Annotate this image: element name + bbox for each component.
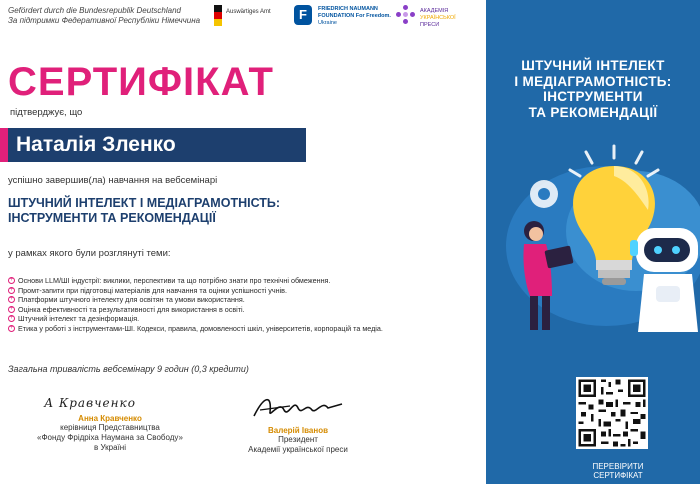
list-item (8, 314, 478, 324)
signature-block-2 (228, 392, 368, 455)
aup-line3: ПРЕСИ (420, 22, 440, 28)
topic-text: Промт-запити при підготовці матеріалів для навчання та оцінки успішності учнів. (18, 285, 287, 295)
side-title-line4: ТА РЕКОМЕНДАЦІЇ (528, 104, 658, 120)
side-title-line2: І МЕДІАГРАМОТНІСТЬ: (514, 73, 672, 89)
webinar-title-line2: ІНСТРУМЕНТИ ТА РЕКОМЕНДАЦІЇ (8, 211, 216, 225)
verify-qr-code[interactable] (576, 377, 648, 449)
verify-line2: СЕРТИФІКАТ (593, 471, 643, 480)
verify-line1: ПЕРЕВІРИТИ (592, 462, 644, 471)
partner-logos (214, 3, 484, 33)
topic-text: Основи LLM/ШІ індустрії: виклики, перспективи та що потрібно знати про технічні обмеження. (18, 276, 331, 285)
fnf-line1: FRIEDRICH NAUMANN (318, 6, 378, 12)
topic-text: Оцінка ефективності та результативності для використання в освіті. (18, 304, 245, 314)
list-item (8, 324, 478, 334)
aup-line2: УКРАЇНСЬКОЇ (420, 15, 456, 21)
german-flag-icon (214, 5, 222, 27)
list-item (8, 295, 478, 305)
plus-circle-icon: + (9, 305, 14, 312)
verify-certificate-link[interactable] (486, 462, 700, 480)
topics-list (8, 276, 478, 334)
signatory-1-position-3: в Україні (93, 443, 126, 452)
certificate-title: СЕРТИФІКАТ (8, 60, 274, 104)
recipient-bar (0, 128, 306, 162)
support-line-ua: За підтримки Федеративної Республіки Німеччина (8, 16, 201, 25)
auswaertiges-amt-text: Auswärtiges Amt (226, 9, 271, 15)
certificate-side-panel (486, 0, 700, 484)
list-item (8, 305, 478, 315)
signatory-2-position-2: Академії української преси (248, 445, 348, 454)
signatory-2-position-1: Президент (278, 435, 318, 444)
signatory-1-position-1: керівниця Представництва (60, 423, 160, 432)
aup-line1: АКАДЕМІЯ (420, 8, 449, 14)
topic-text: Платформи штучного інтелекту для освітян та умови використання. (18, 295, 245, 305)
plus-circle-icon: + (9, 277, 14, 283)
webinar-title (8, 196, 308, 226)
auswaertiges-amt-logo (214, 5, 274, 31)
plus-circle-icon: + (9, 315, 14, 322)
topic-text: Етика у роботі з інструментами-ШІ. Кодекси, правила, домовленості шкіл, університетів, корпорацій та медіа. (18, 323, 383, 333)
webinar-title-line1: ШТУЧНИЙ ІНТЕЛЕКТ І МЕДІАГРАМОТНІСТЬ: (8, 196, 281, 210)
support-note (8, 6, 200, 26)
aup-dots-icon (396, 5, 416, 25)
recipient-name: Наталія Зленко (16, 133, 176, 156)
fnf-line2: FOUNDATION For Freedom. (318, 13, 391, 19)
signatory-1-name: Анна Кравченко (78, 414, 142, 423)
list-item (8, 286, 478, 296)
side-title-line3: ІНСТРУМЕНТИ (543, 89, 643, 104)
side-title (486, 58, 700, 120)
signature-block-1 (20, 396, 200, 453)
fnf-logo (294, 3, 394, 33)
completed-text: успішно завершив(ла) навчання на вебсемінарі (8, 175, 218, 186)
signatory-2-name: Валерій Іванов (267, 426, 329, 435)
topics-intro: у рамках якого були розглянуті теми: (8, 248, 171, 259)
list-item (8, 276, 478, 286)
signature-2-scribble (250, 392, 346, 422)
plus-circle-icon: + (9, 324, 14, 331)
aup-logo-text (420, 8, 456, 29)
signature-1: А Кравченко (44, 396, 136, 410)
support-line-de: Gefördert durch die Bundesrepublik Deutschland (8, 6, 181, 15)
topic-text: Штучний інтелект та дезінформація. (18, 314, 140, 324)
fnf-line3: Ukraine (318, 20, 337, 26)
plus-circle-icon: + (9, 296, 14, 303)
signatory-1-position-2: «Фонду Фрідріха Наумана за Свободу» (37, 433, 183, 442)
duration-text: Загальна тривалість вебсемінару 9 годин (0,3 кредити) (8, 364, 249, 374)
aup-logo (396, 3, 476, 33)
side-title-line1: ШТУЧНИЙ ІНТЕЛЕКТ (521, 58, 665, 73)
plus-circle-icon: + (9, 286, 14, 293)
ai-illustration (486, 136, 700, 336)
confirms-text: підтверджує, що (10, 107, 83, 118)
fnf-logo-text (318, 6, 391, 27)
accent-stripe (0, 128, 8, 162)
fnf-mark-icon: F (294, 5, 312, 25)
